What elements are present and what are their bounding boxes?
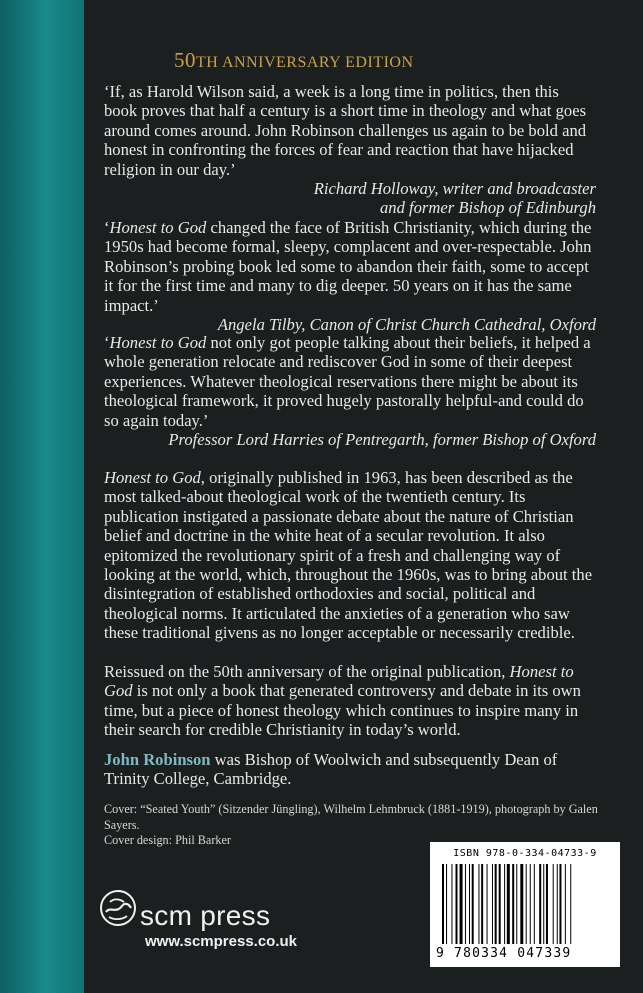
quote-attribution: Angela Tilby, Canon of Christ Church Cathedral, Oxford	[217, 315, 596, 335]
isbn-label: ISBN 978-0-334-04733-9	[453, 848, 597, 859]
edition-title: TH ANNIVERSARY EDITION	[196, 54, 414, 71]
barcode-bar	[543, 864, 544, 944]
barcode-bar	[504, 864, 505, 944]
author-bio	[104, 750, 596, 789]
barcode-bar	[559, 864, 561, 944]
barcode-bar	[553, 864, 554, 944]
quote-harries	[104, 333, 596, 449]
barcode-bar	[487, 864, 488, 944]
barcode-bar	[472, 864, 474, 944]
barcode-bar	[492, 864, 493, 944]
barcode-bar	[499, 864, 501, 944]
barcode-bar	[495, 864, 497, 944]
barcode-bar	[570, 864, 571, 944]
edition-heading	[174, 48, 414, 73]
barcode-bar	[460, 864, 463, 944]
barcode-bar	[512, 864, 514, 944]
barcode-bar	[469, 864, 470, 944]
design-credit: Cover design: Phil Barker	[104, 833, 231, 847]
barcode-bar	[465, 864, 466, 944]
barcode-bar	[526, 864, 527, 944]
description-text: Honest to God, originally published in 1963, has been described as the most talked-about theological work of the twentieth century. Its publication instigated a passionate debate about the nature of Christian belief and doctrine in the white heat of a secular revolution. It also epitomized the revolutionary spirit of a fresh and challenging way of looking at the world, which, throughout the 1960s, was to bring about the disintegration of established orthodoxies and social, political and theological norms. It articulated the anxieties of a generation who saw these traditional givens as no longer acceptable or necessarily credible.	[104, 468, 593, 643]
spine-stripe	[0, 0, 84, 993]
barcode-bar	[539, 864, 541, 944]
quote-text: ‘Honest to God changed the face of British Christianity, which during the 1950s had become formal, sleepy, complacent and over-respectable. John Robinson’s probing book led some to abandon their faith, some to accept it for the first time and many to dig deeper. 50 years on it has the same impact.’	[104, 218, 592, 315]
description-paragraph-1	[104, 468, 596, 643]
barcode-bar	[534, 864, 535, 944]
barcode-bar	[451, 864, 452, 944]
description-paragraph-2	[104, 662, 596, 740]
quote-attribution: Professor Lord Harries of Pentregarth, former Bishop of Oxford	[168, 430, 596, 450]
publisher-website[interactable]: www.scmpress.co.uk	[145, 933, 298, 950]
book-title-italic: Honest to God	[104, 468, 201, 487]
barcode-bar	[530, 864, 531, 944]
isbn-barcode	[430, 842, 620, 967]
barcode-bar	[481, 864, 483, 944]
description-text: Reissued on the 50th anniversary of the original publication, Honest to God is not only a book that generated controversy and debate in its own time, but a piece of honest theology which continues to inspire many in their search for credible Christianity in today’s world.	[104, 662, 581, 740]
book-title-italic: Honest to God	[104, 662, 574, 701]
barcode-bar	[516, 864, 517, 944]
barcode-bar	[546, 864, 548, 944]
cover-credit: Cover: “Seated Youth” (Sitzender Jüngling), Wilhelm Lehmbruck (1881-1919), photograph by Galen Sayers.	[104, 802, 598, 832]
barcode-bar	[507, 864, 510, 944]
barcode-bar	[446, 864, 447, 944]
scm-logo-icon	[98, 888, 138, 928]
quote-holloway	[104, 82, 596, 218]
barcode-bar	[442, 864, 444, 944]
author-bio-text: was Bishop of Woolwich and subsequently Dean of Trinity College, Cambridge.	[104, 750, 558, 789]
author-name: John Robinson	[104, 750, 211, 769]
barcode-bar	[565, 864, 566, 944]
barcode-bar	[557, 864, 558, 944]
quote-attribution: Richard Holloway, writer and broadcaster and former Bishop of Edinburgh	[313, 179, 596, 218]
barcode-bar	[478, 864, 479, 944]
book-title-italic: Honest to God	[109, 333, 207, 352]
book-title-italic: Honest to God	[109, 218, 207, 237]
barcode-digits: 9 780334 047339	[436, 946, 572, 961]
publisher-name: scm press	[140, 900, 271, 931]
barcode-bars	[442, 864, 610, 946]
quote-tilby	[104, 218, 596, 334]
edition-number: 50	[174, 48, 196, 72]
quote-text: ‘If, as Harold Wilson said, a week is a long time in politics, then this book proves that half a century is a short time in theology and what goes around comes around. John Robinson challenges us again to be bold and honest in confronting the forces of fear and reaction that have hijacked religion in our day.’	[104, 82, 587, 179]
barcode-bar	[456, 864, 458, 944]
quote-text: ‘Honest to God not only got people talking about their beliefs, it helped a whole generation relocate and rediscover God in some of their deepest experiences. Whatever theological reservations there might be about its theological framework, it proved hugely pastorally helpful-and could do so again today.’	[104, 333, 591, 430]
barcode-bar	[520, 864, 523, 944]
